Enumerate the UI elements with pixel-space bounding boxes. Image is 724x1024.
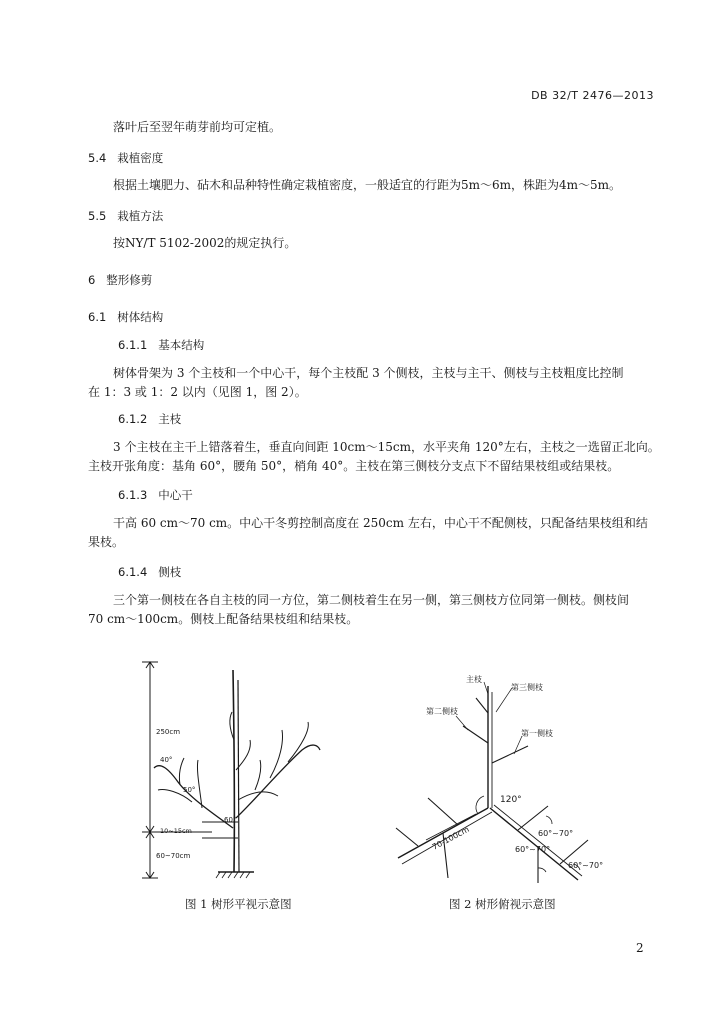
paragraph-lateral-line2: 70 cm～100cm。侧枝上配备结果枝组和结果枝。 (88, 612, 359, 626)
section-number: 6.1 (88, 310, 107, 324)
third-lateral-label: 第三侧枝 (511, 683, 543, 692)
angle-arc (546, 816, 552, 824)
heading-6-1 (88, 309, 163, 325)
horizontal-angle-label: 120° (500, 795, 522, 805)
base-angle-label: 60° (224, 816, 237, 824)
lateral-branch (396, 828, 418, 846)
section-number: 6 (88, 273, 96, 287)
paragraph-structure-line1: 树体骨架为 3 个主枝和一个中心干，每个主枝配 3 个侧枝，主枝与主干、侧枝与主枝粗度比控制 (113, 366, 624, 380)
lateral-branch (476, 698, 488, 713)
spacing-label: 10~15cm (160, 827, 192, 835)
right-main-branch (236, 745, 320, 818)
heading-6-1-1 (118, 337, 204, 353)
paragraph-main-branch-line2: 主枝开张角度：基角 60°，腰角 50°，梢角 40°。主枝在第三侧枝分支点下不留结果枝组或结果枝。 (88, 459, 620, 473)
paragraph-leader-line1: 干高 60 cm～70 cm。中心干冬剪控制高度在 250cm 左右，中心干不配侧枝，只配备结果枝组和结 (113, 516, 648, 530)
distance-label: 70-100cm (430, 824, 471, 852)
central-leader-outline (238, 680, 239, 872)
lateral-branch (492, 746, 528, 763)
section-number: 5.5 (88, 209, 107, 223)
opening-angle-label: 60°~70° (568, 861, 604, 870)
first-lateral-label: 第一侧枝 (521, 729, 553, 738)
page-number: 2 (636, 941, 644, 955)
trunk-height-label: 60~70cm (156, 852, 191, 860)
section-title: 主枝 (158, 412, 182, 426)
branch-southeast (490, 808, 578, 880)
section-title: 整形修剪 (106, 273, 153, 287)
opening-angle-label: 60°~70° (515, 845, 551, 854)
lateral-branch (288, 722, 308, 762)
section-number: 6.1.3 (118, 488, 148, 502)
left-main-branch (154, 766, 233, 828)
paragraph-structure-line2: 在 1：3 或 1：2 以内（见图 1，图 2）。 (88, 385, 307, 399)
label-leader (496, 688, 512, 712)
paragraph-planting-time: 落叶后至翌年萌芽前均可定植。 (113, 120, 282, 134)
lateral-branch (197, 760, 202, 808)
paragraph-method: 按NY/T 5102-2002的规定执行。 (113, 236, 297, 250)
figure1-caption: 图 1 树形平视示意图 (185, 897, 292, 911)
opening-angle-label: 60°~70° (538, 829, 574, 838)
heading-6-1-3 (118, 487, 193, 503)
section-title: 树体结构 (117, 310, 164, 324)
angle-arc (538, 868, 546, 872)
tip-angle-label: 40° (160, 756, 173, 764)
paragraph-main-branch-line1: 3 个主枝在主干上错落着生，垂直向间距 10cm～15cm，水平夹角 120°左右，主枝之一选留正北向。 (113, 440, 660, 454)
ground-hatch (216, 872, 250, 878)
heading-5-4 (88, 150, 163, 166)
heading-6-1-4 (118, 564, 181, 580)
section-title: 中心干 (158, 488, 193, 502)
second-lateral-label: 第二侧枝 (426, 707, 458, 716)
section-number: 6.1.4 (118, 565, 148, 579)
lateral-branch (428, 798, 458, 825)
lateral-branch (518, 806, 548, 830)
section-number: 6.1.2 (118, 412, 148, 426)
paragraph-lateral-line1: 三个第一侧枝在各自主枝的同一方位，第二侧枝着生在另一侧，第三侧枝方位同第一侧枝。侧枝间 (113, 593, 630, 607)
figure1-tree-side-view (120, 650, 350, 890)
section-number: 5.4 (88, 151, 107, 165)
section-title: 栽植密度 (117, 151, 164, 165)
heading-6-1-2 (118, 411, 181, 427)
central-leader (233, 670, 234, 872)
section-title: 基本结构 (158, 338, 205, 352)
section-title: 栽植方法 (117, 209, 164, 223)
standard-code: DB 32/T 2476—2013 (531, 89, 654, 102)
lateral-branch (179, 758, 184, 785)
heading-6 (88, 272, 152, 288)
heading-5-5 (88, 208, 163, 224)
height-label: 250cm (156, 728, 181, 736)
label-leader (456, 716, 468, 730)
mid-angle-label: 50° (183, 786, 196, 794)
section-number: 6.1.1 (118, 338, 148, 352)
paragraph-leader-line2: 果枝。 (88, 535, 125, 549)
section-title: 侧枝 (158, 565, 182, 579)
lateral-branch (255, 760, 261, 790)
main-branch-label: 主枝 (466, 675, 482, 684)
figure2-tree-top-view (388, 668, 638, 893)
paragraph-density: 根据土壤肥力、砧木和品种特性确定栽植密度，一般适宜的行距为5m～6m，株距为4m～5m。 (113, 178, 622, 192)
figure2-caption: 图 2 树形俯视示意图 (449, 897, 556, 911)
